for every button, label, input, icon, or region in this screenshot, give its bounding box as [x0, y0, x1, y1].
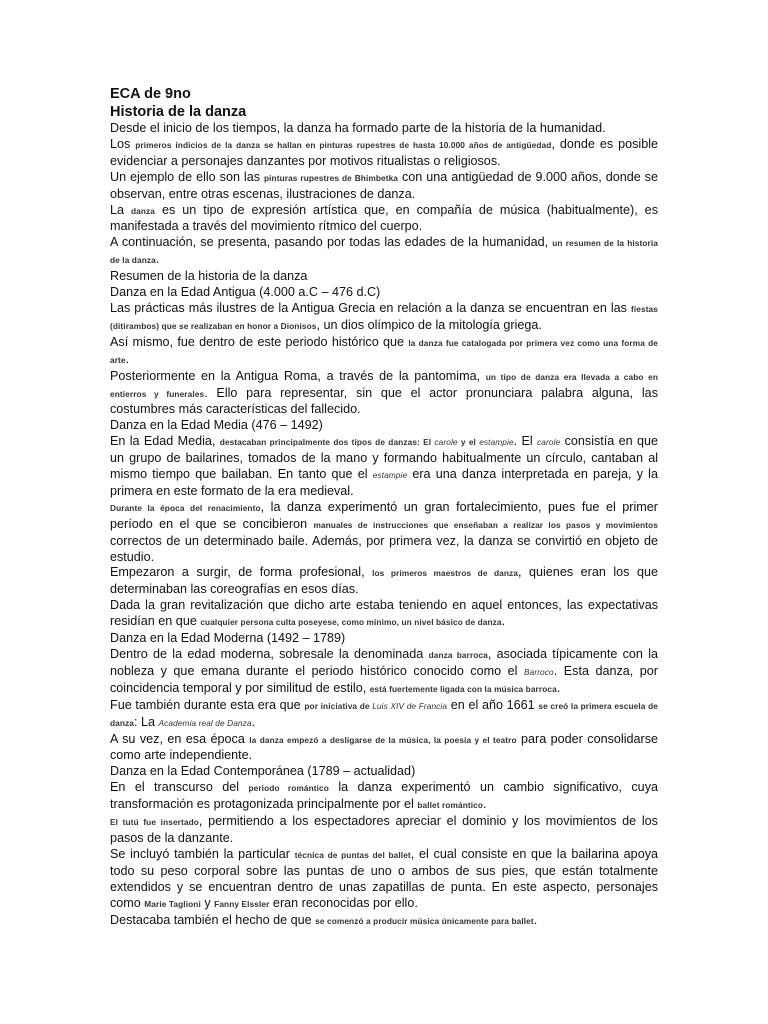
text-run: era una danza interpretada en pareja, y la primera en este formato de la era medieval.	[110, 467, 658, 498]
emphasis-run: se creó la primera escuela de danza	[110, 700, 658, 728]
emphasis-run: Durante la época del renacimiento	[110, 502, 261, 513]
paragraph	[110, 500, 658, 566]
text-run: y	[200, 895, 215, 910]
emphasis-run: por iniciativa de	[304, 700, 373, 711]
emphasis-run: periodo romántico	[248, 783, 329, 794]
text-run: con una antigüedad de 9.000 años, donde se observan, entre otras escenas, ilustraciones de danza.	[110, 169, 658, 201]
text-run: Los	[110, 136, 136, 151]
section-heading	[110, 269, 658, 285]
text-run: .	[556, 680, 561, 695]
section-heading	[110, 285, 658, 301]
section-heading	[110, 418, 658, 434]
text-run: Desde el inicio de los tiempos, la danza ha formado parte de la historia de la humanidad.	[110, 121, 606, 135]
text-run: , donde es posible evidenciar a personajes danzantes por motivos ritualistas o religiosos.	[110, 136, 658, 168]
emphasis-run: los primeros maestros de danza	[372, 568, 518, 579]
text-run: .	[251, 714, 256, 729]
text-run: Danza en la Edad Contemporánea (1789 – actualidad)	[110, 764, 416, 779]
text-run: consistía en que un grupo de bailarines, tomados de la mano y formando habitualmente un círculo, cantaban al mismo tiempo que bailaban. En tanto que el	[110, 434, 658, 482]
emphasis-run: un tipo de danza era llevada a cabo en entierros y funerales	[110, 371, 658, 399]
italic-run: Academia real de Danza	[158, 717, 252, 728]
emphasis-run: destacaban principalmente dos tipos de danzas: El	[219, 437, 435, 448]
text-run: Dada la gran revitalización que dicho arte estaba teniendo en aquel entonces, las expectativas residían en que	[110, 598, 658, 629]
text-run: Las prácticas más ilustres de la Antigua Grecia en relación a la danza se encuentran en las	[110, 300, 631, 315]
paragraph	[110, 335, 658, 369]
text-run: . El	[513, 434, 538, 449]
italic-run: Barroco	[523, 666, 554, 677]
paragraph	[110, 203, 658, 236]
italic-run: estampie	[479, 437, 514, 448]
paragraph	[110, 598, 658, 631]
text-run: Fue también durante esta era que	[110, 697, 305, 712]
emphasis-run: danza	[130, 205, 155, 216]
emphasis-run: está fuertemente ligada con la música barroca	[369, 683, 557, 694]
text-run: es un tipo de expresión artística que, en compañía de música (habitualmente), es manifestada a través del movimiento rítmico del cuerpo.	[110, 202, 658, 234]
emphasis-run: técnica de puntas del ballet	[294, 849, 411, 860]
text-run: para poder consolidarse como arte independiente.	[110, 731, 658, 763]
text-run: Un ejemplo de ello son las	[110, 169, 264, 184]
document-page	[110, 85, 658, 929]
paragraph	[110, 847, 658, 913]
text-run: , asociada típicamente con la nobleza y que emana durante el periodo histórico conocido como el	[110, 647, 658, 678]
text-run: . Ello para representar, sin que el actor pronunciara palabra alguna, las costumbres más características del fallecido.	[110, 385, 658, 417]
text-run: en el año 1661	[447, 697, 539, 712]
text-run: la danza experimentó un cambio significativo, cuya transformación es protagonizada principalmente por el	[110, 780, 658, 812]
paragraph	[110, 235, 658, 269]
paragraph	[110, 434, 658, 500]
emphasis-run: El tutú fue insertado	[110, 817, 199, 828]
text-run: Destacaba también el hecho de que	[110, 912, 316, 927]
text-run: : La	[134, 714, 159, 729]
emphasis-run: cualquier persona culta poseyese, como mínimo, un nivel básico de danza	[200, 617, 502, 628]
text-run: , la danza experimentó un gran fortalecimiento, pues fue el primer período en el que se concibieron	[110, 499, 658, 531]
paragraph	[110, 913, 658, 930]
emphasis-run: y el	[457, 437, 480, 448]
emphasis-run: la danza empezó a desligarse de la música, la poesía y el teatro	[249, 734, 517, 745]
section-heading	[110, 631, 658, 647]
document-body	[110, 121, 658, 929]
emphasis-run: la danza fue catalogada por primera vez como una forma de arte	[110, 337, 658, 365]
text-run: , el cual consiste en que la bailarina apoya todo su peso corporal sobre las puntas de uno o ambos de sus pies, que están totalmente extendidos y se encuentran dentro de unas zapatillas de punta. En este aspecto, personajes como	[110, 846, 658, 910]
section-heading	[110, 764, 658, 780]
emphasis-run: danza barroca	[428, 650, 488, 660]
text-run: . Esta danza, por coincidencia temporal y por similitud de estilo,	[110, 663, 658, 695]
italic-run: estampie	[372, 470, 408, 481]
text-run: A su vez, en esa época	[110, 731, 250, 746]
text-run: .	[533, 912, 538, 927]
paragraph	[110, 137, 658, 170]
italic-run: Luis XIV de Francia	[372, 700, 448, 711]
text-run: Danza en la Edad Media (476 – 1492)	[110, 418, 323, 433]
emphasis-run: fiestas (ditirambos) que se realizaban en honor a Dionisos	[110, 303, 658, 331]
text-run: Resumen de la historia de la danza	[110, 269, 308, 284]
paragraph	[110, 814, 658, 847]
italic-run: carole	[434, 437, 458, 448]
paragraph	[110, 565, 658, 598]
text-run: En el transcurso del	[110, 780, 249, 795]
emphasis-run: primeros indicios de la danza se hallan en pinturas rupestres de hasta 10.000 años de antigüedad	[135, 139, 552, 150]
text-run: , un dios olímpico de la mitología griega.	[316, 317, 542, 332]
document-subtitle: Historia de la danza	[110, 104, 247, 120]
emphasis-run: Marie Taglioni	[144, 898, 201, 909]
emphasis-run: se comenzó a producir música únicamente para ballet	[315, 915, 534, 926]
emphasis-run: pinturas rupestres de Bhimbetka	[263, 172, 399, 183]
paragraph	[110, 647, 658, 698]
emphasis-run: ballet romántico	[417, 800, 484, 811]
text-run: Dentro de la edad moderna, sobresale la denominada	[110, 647, 429, 661]
text-run: Se incluyó también la particular	[110, 846, 295, 861]
text-run: correctos de un determinado baile. Además, por primera vez, la danza se convirtió en objeto de estudio.	[110, 533, 658, 564]
text-run: .	[155, 252, 160, 267]
paragraph	[110, 732, 658, 765]
paragraph	[110, 698, 658, 732]
text-run: Empezaron a surgir, de forma profesional,	[110, 565, 373, 580]
paragraph	[110, 369, 658, 419]
text-run: .	[501, 614, 506, 629]
emphasis-run: un resumen de la historia de la danza	[110, 238, 658, 266]
emphasis-run: Fanny Elssler	[214, 898, 270, 909]
text-run: En la Edad Media,	[110, 434, 220, 449]
document-title: ECA de 9no	[110, 86, 191, 102]
italic-run: carole	[537, 437, 561, 448]
text-run: Danza en la Edad Antigua (4.000 a.C – 476 d.C)	[110, 285, 381, 300]
text-run: .	[483, 797, 487, 812]
text-run: Posteriormente en la Antigua Roma, a través de la pantomima,	[110, 368, 486, 383]
paragraph	[110, 301, 658, 335]
paragraph	[110, 121, 658, 137]
text-run: A continuación, se presenta, pasando por todas las edades de la humanidad,	[110, 235, 553, 250]
text-run: , permitiendo a los espectadores apreciar el dominio y los movimientos de los pasos de la danzante.	[110, 814, 658, 845]
text-run: eran reconocidas por ello.	[269, 895, 418, 910]
paragraph	[110, 170, 658, 203]
text-run: La	[110, 202, 131, 217]
paragraph	[110, 780, 658, 814]
text-run: , quienes eran los que determinaban las coreografías en esos días.	[110, 565, 658, 597]
text-run: Danza en la Edad Moderna (1492 – 1789)	[110, 631, 346, 646]
emphasis-run: manuales de instrucciones que enseñaban a realizar los pasos y movimientos	[313, 519, 658, 530]
text-run: Así mismo, fue dentro de este periodo histórico que	[110, 334, 409, 349]
text-run: .	[125, 351, 130, 366]
